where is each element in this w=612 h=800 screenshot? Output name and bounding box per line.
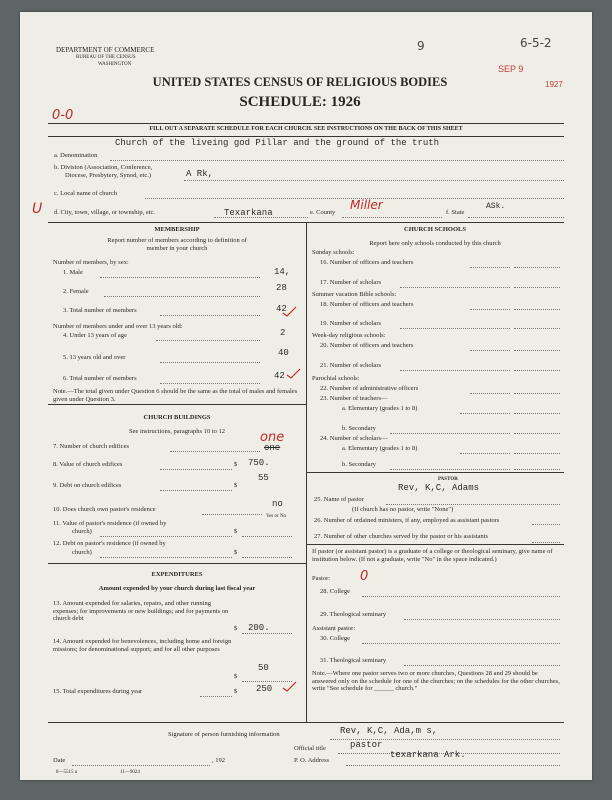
dollar-sign: $ (234, 549, 238, 556)
division-label-2: Diocese, Presbytery, Synod, etc.) (65, 172, 152, 179)
residence-debt-label-2: church) (72, 549, 92, 556)
division-value: A Rk, (186, 169, 214, 179)
official-title-label: Official title (294, 745, 326, 752)
yes-no-hint: Yes or No (266, 514, 287, 519)
male-label: 1. Male (63, 269, 83, 276)
dollar-sign: $ (234, 461, 238, 468)
edifices-debt-label: 9. Debt on church edifices (53, 482, 122, 489)
total-members-age-label: 6. Total number of members (63, 375, 137, 382)
membership-heading: MEMBERSHIP (154, 226, 200, 233)
benevolences-label: 14. Amount expended for benevolences, including home and foreign missions; for denominational support; and for all other purposes (53, 638, 232, 653)
dollar-sign: $ (234, 673, 238, 680)
margin-mark: U (32, 201, 43, 217)
total-expenditures-value: 250 (256, 684, 273, 694)
check-mark-icon (282, 306, 298, 318)
members-by-age-label: Number of members under and over 13 years old: (53, 323, 183, 330)
denomination-value: Church of the liveing god Pillar and the ground of the truth (115, 138, 440, 148)
address-value: texarkana Ark. (390, 750, 466, 760)
state-label: f. State (446, 209, 465, 216)
buildings-intro: See instructions, paragraphs 10 to 12 (128, 428, 226, 435)
section-rule (306, 472, 564, 473)
rule (48, 123, 564, 124)
residence-value-label-2: church) (72, 528, 92, 535)
sunday-officers-label: 16. Number of officers and teachers (320, 259, 414, 266)
assistant-college-label: 30. College (320, 635, 350, 642)
scholars-label: 24. Number of scholars— (320, 435, 388, 442)
dollar-sign: $ (234, 625, 238, 632)
received-stamp-year: 1927 (545, 80, 563, 89)
scholars-secondary-label: b. Secondary (342, 461, 376, 468)
pastor-mark: 0 (360, 569, 369, 584)
residence-debt-label: 12. Debt on pastor's residence (if owned by (53, 540, 166, 547)
denomination-label: a. Denomination (54, 152, 98, 159)
city-label: WASHINGTON (98, 62, 132, 67)
vacation-schools-label: Summer vacation Bible schools: (312, 291, 397, 298)
vacation-officers-label: 18. Number of officers and teachers (320, 301, 414, 308)
check-mark-icon (286, 368, 302, 380)
edifices-value: 750. (248, 458, 270, 468)
dollar-sign: $ (234, 688, 238, 695)
pastor-subheading: Pastor: (312, 575, 331, 582)
assistant-pastor-subheading: Assistant pastor: (312, 625, 356, 632)
male-value: 14, (274, 267, 291, 277)
total-members-value: 42 (276, 304, 287, 314)
department-label: DEPARTMENT OF COMMERCE (56, 46, 155, 54)
under-13-value: 2 (280, 328, 286, 338)
membership-intro-2: member in your church (146, 245, 208, 252)
edifices-count-value: one (264, 443, 281, 453)
signature-value: Rev, K,C, Ada,m s, (340, 726, 438, 736)
local-name-label: c. Local name of church (54, 190, 117, 197)
date-label: Date (53, 757, 66, 764)
bureau-label: BUREAU OF THE CENSUS (76, 55, 136, 60)
schools-heading: CHURCH SCHOOLS (404, 226, 466, 233)
census-schedule-sheet (20, 12, 592, 780)
pastor-name-value: Rev, K,C, Adams (398, 483, 480, 493)
vacation-scholars-label: 19. Number of scholars (320, 320, 382, 327)
page-number: 9 (417, 39, 425, 53)
female-value: 28 (276, 283, 287, 293)
pastor-seminary-label: 29. Theological seminary (320, 611, 387, 618)
section-rule (306, 544, 564, 545)
owns-residence-value: no (272, 499, 283, 509)
print-number: 11—9024 (120, 770, 140, 775)
teachers-label: 23. Number of teachers— (320, 395, 388, 402)
college-instruction: If pastor (or assistant pastor) is a graduate of a college or theological seminary, give name of institution below. (If not a graduate, write "No" in the space indicated.) (312, 548, 553, 563)
city-town-value: Texarkana (224, 208, 273, 218)
official-title-value: pastor (350, 740, 383, 750)
female-label: 2. Female (63, 288, 89, 295)
expenditures-intro: Amount expended by your church during last fiscal year (98, 585, 256, 592)
pastor-name-hint: (If church has no pastor, write "None") (352, 506, 454, 513)
signature-label: Signature of person furnishing information (168, 731, 280, 738)
total-members-age-value: 42 (274, 371, 285, 381)
under-13-label: 4. Under 13 years of age (63, 332, 127, 339)
parochial-schools-label: Parochial schools: (312, 375, 360, 382)
form-title: UNITED STATES CENSUS OF RELIGIOUS BODIES (152, 75, 448, 89)
sunday-schools-label: Sunday schools: (312, 249, 355, 256)
county-label: e. County (310, 209, 336, 216)
schedule-title: SCHEDULE: 1926 (239, 94, 361, 110)
rule (48, 136, 564, 137)
edifices-debt-value: 55 (258, 473, 269, 483)
total-members-label: 3. Total number of members (63, 307, 137, 314)
pastor-heading: PASTOR (438, 477, 458, 482)
ordained-ministers-label: 26. Number of ordained ministers, if any, employed as assistant pastors (314, 517, 500, 524)
weekday-scholars-label: 21. Number of scholars (320, 362, 382, 369)
dollar-sign: $ (234, 528, 238, 535)
running-expenses-value: 200. (248, 623, 270, 633)
edifices-count-label: 7. Number of church edifices (53, 443, 129, 450)
state-value: ASk. (486, 202, 506, 211)
over-13-label: 5. 13 years old and over (63, 354, 126, 361)
assistant-seminary-label: 31. Theological seminary (320, 657, 387, 664)
pastor-note: Note.—Where one pastor serves two or more churches, Questions 28 and 29 should be answered only on the schedule for one of the churches; on the schedules for the other churches, write "See schedule for ______ church." (312, 670, 560, 692)
top-right-note: 6-5-2 (520, 36, 552, 50)
buildings-heading: CHURCH BUILDINGS (143, 414, 211, 421)
edifices-count-note: one (260, 430, 285, 445)
teachers-elementary-label: a. Elementary (grades 1 to 8) (342, 405, 418, 412)
expenditures-heading: EXPENDITURES (151, 571, 203, 578)
weekday-officers-label: 20. Number of officers and teachers (320, 342, 414, 349)
benevolences-value: 50 (258, 663, 269, 673)
other-churches-label: 27. Number of other churches served by the pastor or his assistants (314, 533, 489, 540)
section-rule (48, 563, 306, 564)
dollar-sign: $ (234, 482, 238, 489)
members-by-sex-label: Number of members, by sex: (53, 259, 129, 266)
section-rule (48, 404, 306, 405)
edifices-value-label: 8. Value of church edifices (53, 461, 123, 468)
total-expenditures-label: 15. Total expenditures during year (53, 688, 143, 695)
administrative-officers-label: 22. Number of administrative officers (320, 385, 419, 392)
over-13-value: 40 (278, 348, 289, 358)
pastor-college-label: 28. College (320, 588, 350, 595)
owns-residence-label: 10. Does church own pastor's residence (53, 506, 156, 513)
residence-value-label: 11. Value of pastor's residence (if owned by (53, 520, 167, 527)
city-town-label: d. City, town, village, or township, etc. (54, 209, 156, 216)
instruction-banner: FILL OUT A SEPARATE SCHEDULE FOR EACH CHURCH. SEE INSTRUCTIONS ON THE BACK OF THIS SHEET (149, 126, 463, 132)
scholars-elementary-label: a. Elementary (grades 1 to 8) (342, 445, 418, 452)
county-value: Miller (350, 198, 383, 212)
membership-intro: Report number of members according to definition of (107, 237, 247, 244)
membership-note: Note.—The total given under Question 6 should be the same as the total of males and females given under Question 3. (53, 388, 298, 403)
check-mark-icon (282, 681, 298, 693)
left-margin-mark: 0-0 (52, 108, 74, 123)
weekday-schools-label: Week-day religious schools: (312, 332, 386, 339)
running-expenses-label: 13. Amount expended for salaries, repairs, and other running expenses; for improvements or new buildings; and for payments on church debt (53, 600, 229, 622)
section-rule (48, 722, 564, 723)
date-year-label: , 192 (212, 757, 225, 764)
received-stamp-date: SEP 9 (498, 64, 524, 74)
sunday-scholars-label: 17. Number of scholars (320, 279, 382, 286)
address-label: P. O. Address (294, 757, 330, 764)
division-label: b. Division (Association, Conference, (54, 164, 153, 171)
pastor-name-label: 25. Name of pastor (314, 496, 364, 503)
schools-intro: Report here only schools conducted by this church (369, 240, 501, 247)
form-number: 8—5515 a (56, 770, 77, 775)
teachers-secondary-label: b. Secondary (342, 425, 376, 432)
